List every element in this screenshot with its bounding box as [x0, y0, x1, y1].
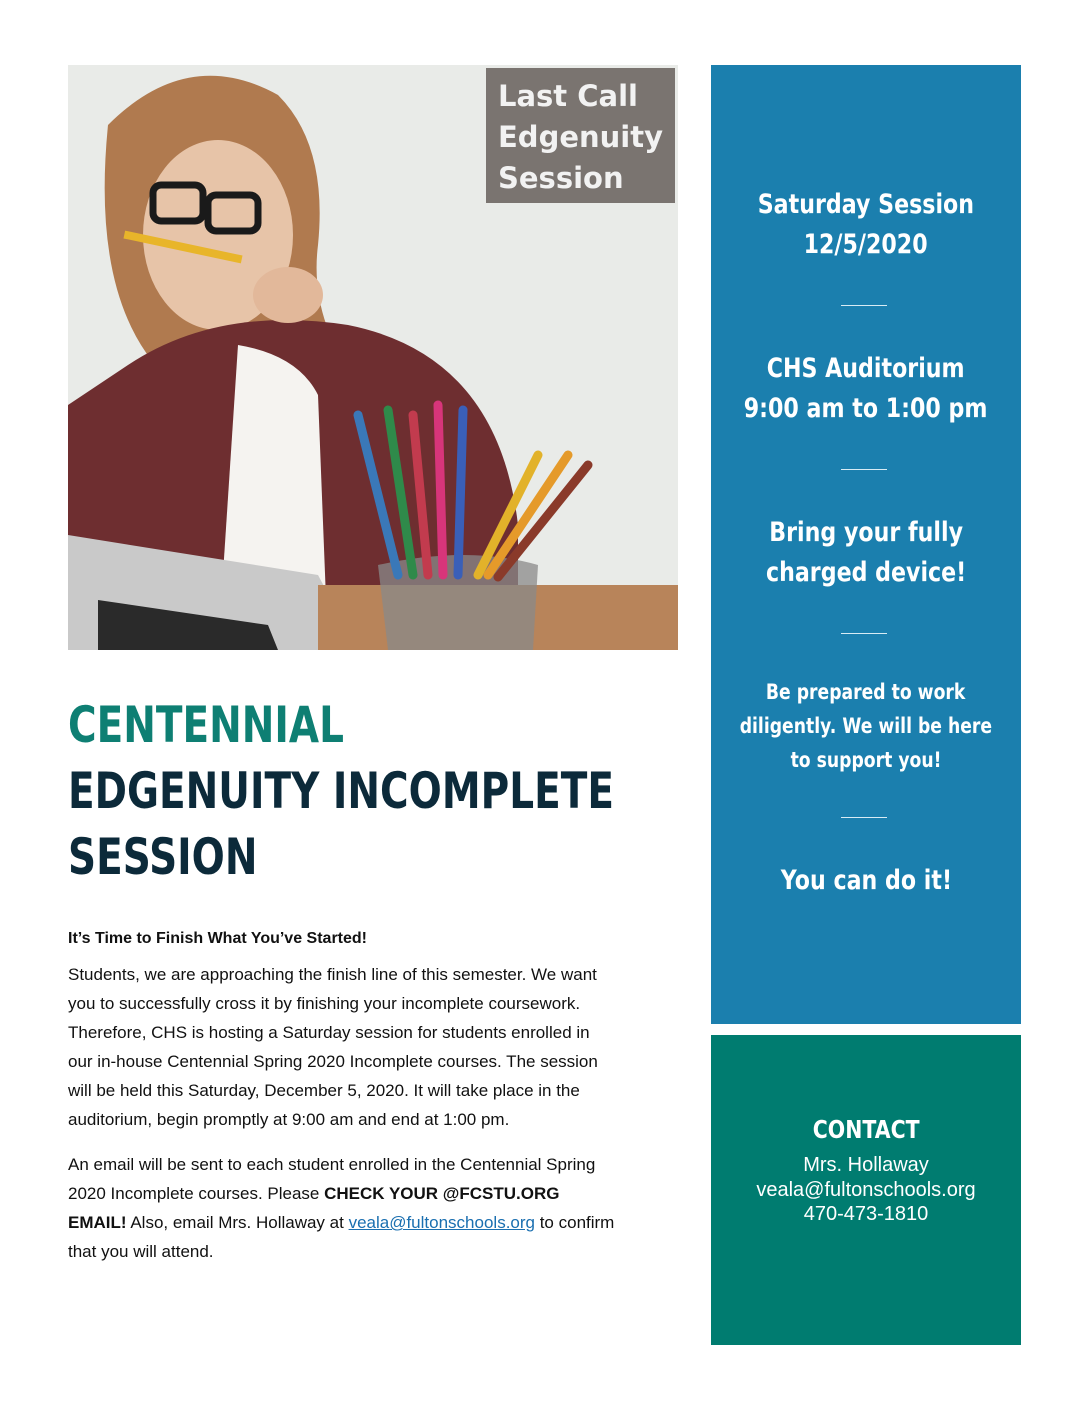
contact-panel — [711, 1035, 1021, 1345]
contact-heading — [711, 1115, 1021, 1144]
divider — [841, 817, 887, 818]
paragraph-line — [68, 1179, 708, 1208]
device-reminder — [711, 513, 1021, 593]
divider — [841, 305, 887, 306]
location-name: CHS Auditorium — [767, 353, 965, 384]
last-call-stamp — [486, 68, 675, 203]
session-time: 9:00 am to 1:00 pm — [744, 393, 988, 424]
intro-paragraph-1 — [68, 960, 708, 1134]
check-email-emphasis: CHECK YOUR @FCSTU.ORG — [324, 1184, 560, 1203]
contact-details — [711, 1153, 1021, 1227]
divider — [841, 469, 887, 470]
contact-phone[interactable]: 470-473-1810 — [803, 1203, 929, 1225]
session-date: 12/5/2020 — [803, 229, 928, 260]
paragraph-line: An email will be sent to each student enrolled in the Centennial Spring — [68, 1155, 596, 1174]
contact-name: Mrs. Hollaway — [803, 1154, 929, 1176]
intro-paragraph-2 — [68, 1150, 708, 1266]
paragraph-text: 2020 Incomplete courses. Please — [68, 1184, 325, 1203]
paragraph-line: Therefore, CHS is hosting a Saturday session for students enrolled in — [68, 1023, 590, 1042]
session-title: Saturday Session — [757, 189, 975, 220]
encouragement — [711, 861, 1021, 901]
paragraph-text: Also, email Mrs. Hollaway at — [126, 1213, 349, 1232]
contact-heading-text: CONTACT — [812, 1115, 920, 1144]
device-line: Bring your fully — [769, 517, 963, 548]
contact-email[interactable]: veala@fultonschools.org — [756, 1178, 976, 1201]
title-line-1: CENTENNIAL — [68, 696, 344, 754]
device-line: charged device! — [765, 557, 967, 588]
contact-email-link[interactable]: veala@fultonschools.org — [348, 1213, 535, 1232]
title-line-2: EDGENUITY INCOMPLETE — [68, 762, 614, 820]
paragraph-line: you to successfully cross it by finishing your incomplete coursework. — [68, 994, 581, 1013]
email-emphasis: EMAIL! — [68, 1213, 127, 1232]
paragraph-line: will be held this Saturday, December 5, 2020. It will take place in the — [68, 1081, 580, 1100]
paragraph-line — [68, 1208, 708, 1237]
intro-subhead: It’s Time to Finish What You’ve Started! — [68, 930, 367, 947]
session-details-panel — [711, 65, 1021, 1024]
prepared-message — [711, 675, 1021, 777]
title-line-3: SESSION — [68, 828, 258, 886]
stamp-line-2: Edgenuity — [498, 120, 663, 154]
prepared-line: diligently. We will be here — [739, 714, 993, 738]
divider — [841, 633, 887, 634]
prepared-line: Be prepared to work — [766, 680, 966, 704]
prepared-line: to support you! — [790, 748, 942, 772]
paragraph-line: our in-house Centennial Spring 2020 Incomplete courses. The session — [68, 1052, 598, 1071]
paragraph-line: auditorium, begin promptly at 9:00 am and end at 1:00 pm. — [68, 1110, 510, 1129]
paragraph-line: that you will attend. — [68, 1242, 214, 1261]
paragraph-line: Students, we are approaching the finish line of this semester. We want — [68, 965, 597, 984]
location-block — [711, 349, 1021, 429]
page-title — [68, 692, 692, 890]
closing-line: You can do it! — [780, 865, 952, 896]
session-date-block — [711, 185, 1021, 265]
paragraph-text: to confirm — [534, 1213, 615, 1232]
stamp-line-1: Last Call — [498, 79, 639, 113]
stamp-line-3: Session — [498, 161, 624, 195]
